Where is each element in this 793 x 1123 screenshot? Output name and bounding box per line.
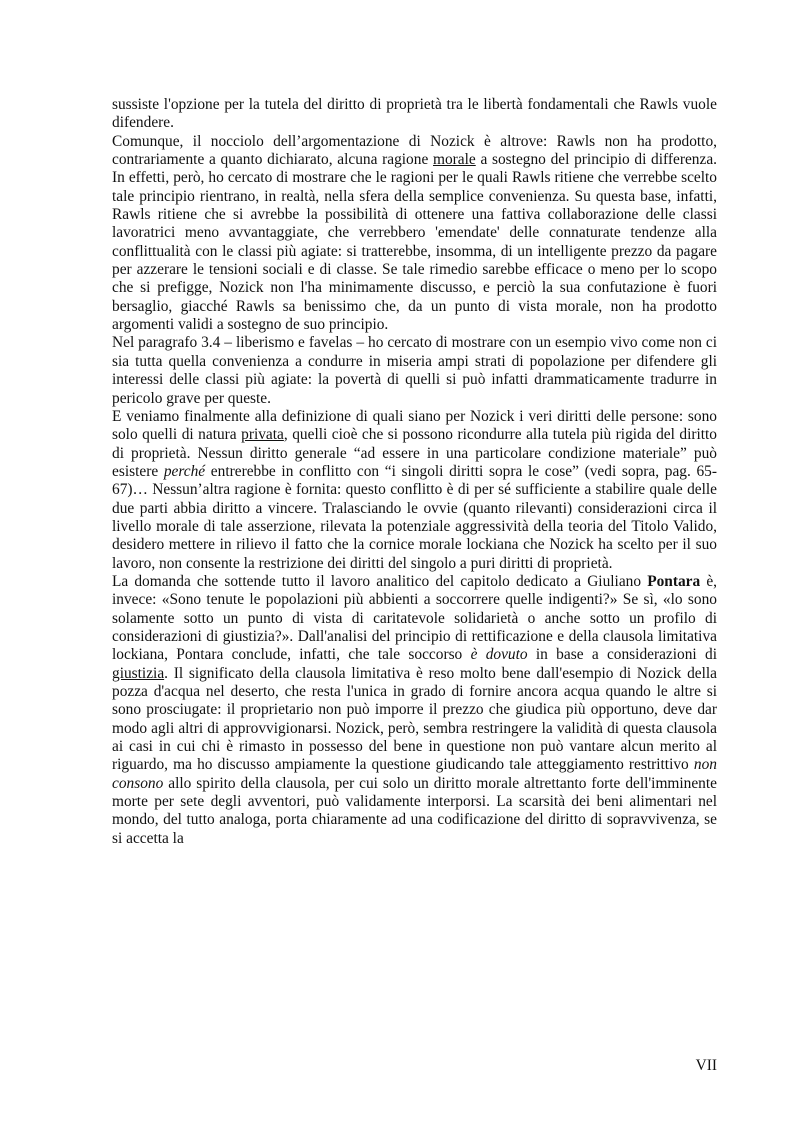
italic-term-perche: perché xyxy=(163,462,206,480)
paragraph-5: La domanda che sottende tutto il lavoro analitico del capitolo dedicato a Giuliano Pontara è, invece: «Sono tenute le popolazioni più abbienti a soccorrere quelle indigenti?» Se sì, «lo sono solamente sotto un punto di vista di caritatevole solidarietà o anche sotto un profilo di considerazioni di giustizia?». Dall'analisi del principio di rettificazione e della clausola limitativa lockiana, Pontara conclude, infatti, che tale soccorso è dovuto in base a considerazioni di giustizia. Il significato della clausola limitativa è reso molto bene dall'esempio di Nozick della pozza d'acqua nel deserto, che resta l'unica in grado di fornire ancora acqua quando le altre si sono prosciugate: il proprietario non può imporre il prezzo che giudica più opportuno, deve dar modo agli altri di approvvigionarsi. Nozick, però, sembra restringere la validità di questa clausola ai casi in cui chi è rimasto in possesso del bene in questione non può vantare alcun merito al riguardo, ma ho discusso ampiamente la questione giudicando tale atteggiamento restrittivo non consono allo spirito della clausola, per cui solo un diritto morale altrettanto forte dell'imminente morte per sete degli avventori, può validamente interporsi. La scarsità dei beni alimentari nel mondo, del tutto analoga, porta chiaramente ad una codificazione del diritto di sopravvivenza, se si accetta la xyxy=(112,572,718,847)
document-body xyxy=(112,96,717,848)
underlined-term-morale: morale xyxy=(433,151,476,169)
underlined-term-privata: privata xyxy=(241,426,284,444)
bold-name-pontara: Pontara xyxy=(647,572,701,590)
underlined-term-giustizia: giustizia xyxy=(112,664,165,682)
paragraph-3: Nel paragrafo 3.4 – liberismo e favelas – ho cercato di mostrare con un esempio vivo come non ci sia tutta quella convenienza a condurre in miseria ampi strati di popolazione per difendere gli interessi delle classi più agiate: la povertà di quelli si può infatti drammaticamente tradurre in pericolo grave per queste. xyxy=(112,334,717,407)
italic-term-non-consono: non consono xyxy=(112,756,717,792)
italic-term-e-dovuto: è dovuto xyxy=(470,646,528,664)
page-number: VII xyxy=(695,1057,717,1074)
paragraph-4: E veniamo finalmente alla definizione di quali siano per Nozick i veri diritti delle persone: sono solo quelli di natura privata, quelli cioè che si possono ricondurre alla tutela più rigida del diritto di proprietà. Nessun diritto generale “ad essere in una particolare condizione materiale” può esistere perché entrerebbe in conflitto con “i singoli diritti sopra le cose” (vedi sopra, pag. 65-67)… Nessun’altra ragione è fornita: questo conflitto è di per sé sufficiente a stabilire quale delle due parti abbia diritto a vincere. Tralasciando le ovvie (quanto rilevanti) considerazioni circa il livello morale di tale asserzione, rilevata la potenziale aggressività della teoria del Titolo Valido, desidero mettere in rilievo il fatto che la cornice morale lockiana che Nozick ha scelto per il suo lavoro, non consente la restrizione dei diritti del singolo a puri diritti di proprietà. xyxy=(112,407,718,572)
paragraph-1: sussiste l'opzione per la tutela del diritto di proprietà tra le libertà fondamentali che Rawls vuole difendere. xyxy=(112,96,717,132)
paragraph-2: Comunque, il nocciolo dell’argomentazione di Nozick è altrove: Rawls non ha prodotto, contrariamente a quanto dichiarato, alcuna ragione morale a sostegno del principio di differenza. In effetti, però, ho cercato di mostrare che le ragioni per le quali Rawls ritiene che verrebbe scelto tale principio rientrano, in realtà, nella sfera della semplice convenienza. Su questa base, infatti, Rawls ritiene che si avrebbe la possibilità di ottenere una fattiva collaborazione delle classi lavoratrici meno avvantaggiate, che verrebbero 'emendate' delle connaturate tendenze alla conflittualità con le classi più agiate: si tratterebbe, insomma, di un intelligente prezzo da pagare per azzerare le tensioni sociali e di classe. Se tale rimedio sarebbe efficace o meno per lo scopo che si prefigge, Nozick non l'ha minimamente discusso, e perciò la sua confutazione è fuori bersaglio, giacché Rawls sa benissimo che, da un punto di vista morale, non ha prodotto argomenti validi a sostegno de suo principio. xyxy=(112,132,717,334)
